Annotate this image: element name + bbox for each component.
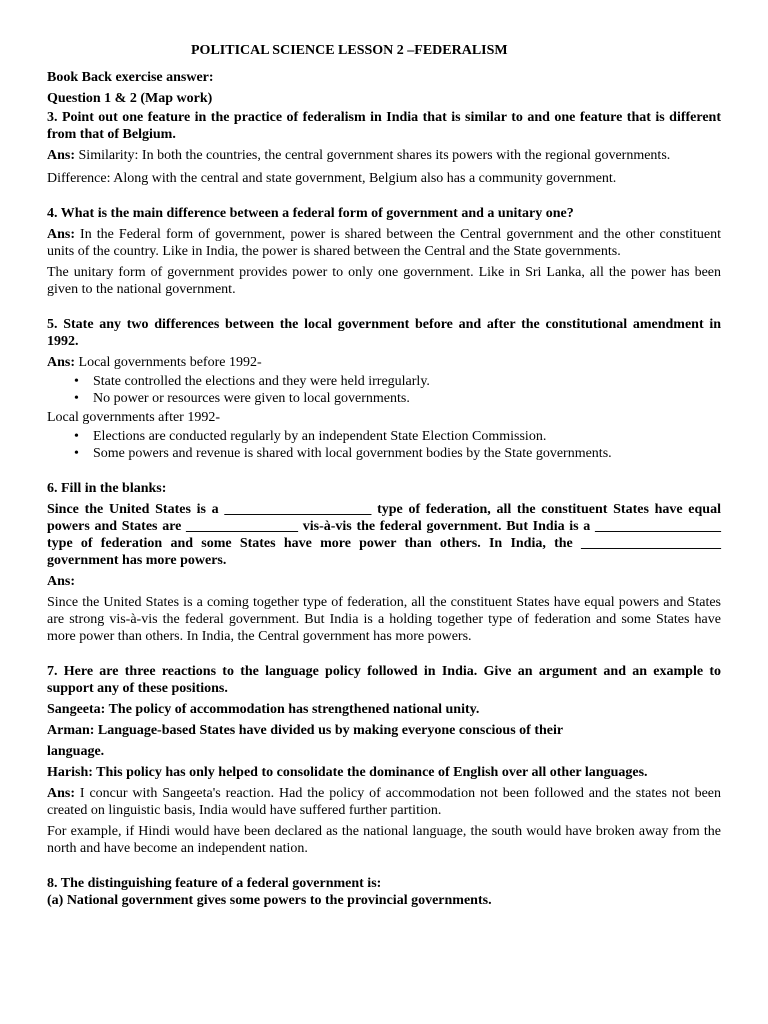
reaction-harish: Harish: This policy has only helped to consolidate the dominance of English over all other languages. xyxy=(47,765,648,780)
question-5: 5. State any two differences between the local government before and after the constitutional amendment in 1992. xyxy=(47,317,721,349)
question-6: 6. Fill in the blanks: xyxy=(47,481,167,496)
answer-3-difference: Difference: Along with the central and state government, Belgium also has a community government. xyxy=(47,171,617,186)
book-back-heading: Book Back exercise answer: xyxy=(47,70,214,85)
after-1992-list xyxy=(47,428,721,462)
ans-label: Ans: xyxy=(47,148,76,163)
question-8: 8. The distinguishing feature of a federal government is: xyxy=(47,876,382,891)
answer-6-label: Ans: xyxy=(47,574,76,589)
answer-7-text: I concur with Sangeeta's reaction. Had the policy of accommodation not been followed and the states not been created on linguistic basis, India would have suffered further partition. xyxy=(47,786,721,818)
ans-label: Ans: xyxy=(47,786,76,801)
reaction-arman-cont: language. xyxy=(47,744,105,759)
answer-7 xyxy=(47,785,721,819)
question-1-2-heading: Question 1 & 2 (Map work) xyxy=(47,91,213,106)
ans-label: Ans: xyxy=(47,355,76,370)
page-title: POLITICAL SCIENCE LESSON 2 –FEDERALISM xyxy=(191,43,508,58)
answer-5 xyxy=(47,354,721,371)
list-item: • No power or resources were given to local governments. xyxy=(93,390,721,407)
list-item: • Elections are conducted regularly by an independent State Election Commission. xyxy=(93,428,721,445)
answer-7-example: For example, if Hindi would have been declared as the national language, the south would have broken away from the north and have become an independent nation. xyxy=(47,824,721,856)
list-item: • State controlled the elections and they were held irregularly. xyxy=(93,373,721,390)
question-7: 7. Here are three reactions to the language policy followed in India. Give an argument and an example to support any of these positions. xyxy=(47,664,721,696)
question-3: 3. Point out one feature in the practice of federalism in India that is similar to and one feature that is different from that of Belgium. xyxy=(47,110,721,142)
ans-label: Ans: xyxy=(47,227,76,242)
answer-4 xyxy=(47,226,721,260)
question-8-option-a: (a) National government gives some powers to the provincial governments. xyxy=(47,893,492,908)
list-item: • Some powers and revenue is shared with local government bodies by the State governments. xyxy=(93,445,721,462)
question-4: 4. What is the main difference between a federal form of government and a unitary one? xyxy=(47,206,574,221)
answer-3 xyxy=(47,147,721,164)
question-6-blanks: Since the United States is a _____________________ type of federation, all the constituent States have equal powers and States are ________________ vis-à-vis the federal government. But India is a __________________ type of federation and some States have more power than others. In India, the ____________________ government has more powers. xyxy=(47,502,721,568)
answer-6: Since the United States is a coming together type of federation, all the constituent States have equal powers and States are strong vis-à-vis the federal government. But India is a holding together type of federation and some States have more power than others. In India, the Central government has more powers. xyxy=(47,595,721,644)
answer-4-text: In the Federal form of government, power is shared between the Central government and the other constituent units of the country. Like in India, the power is shared between the Central and the State governments. xyxy=(47,227,721,259)
reaction-sangeeta: Sangeeta: The policy of accommodation has strengthened national unity. xyxy=(47,702,480,717)
reaction-arman: Arman: Language-based States have divided us by making everyone conscious of their xyxy=(47,723,564,738)
answer-3-text: Similarity: In both the countries, the central government shares its powers with the regional governments. xyxy=(75,148,671,163)
before-1992-list xyxy=(47,373,721,407)
after-1992-label: Local governments after 1992- xyxy=(47,410,220,425)
answer-5-text: Local governments before 1992- xyxy=(75,355,262,370)
answer-4-para2: The unitary form of government provides power to only one government. Like in Sri Lanka, all the power has been given to the national government. xyxy=(47,265,721,297)
document-content xyxy=(47,41,721,909)
